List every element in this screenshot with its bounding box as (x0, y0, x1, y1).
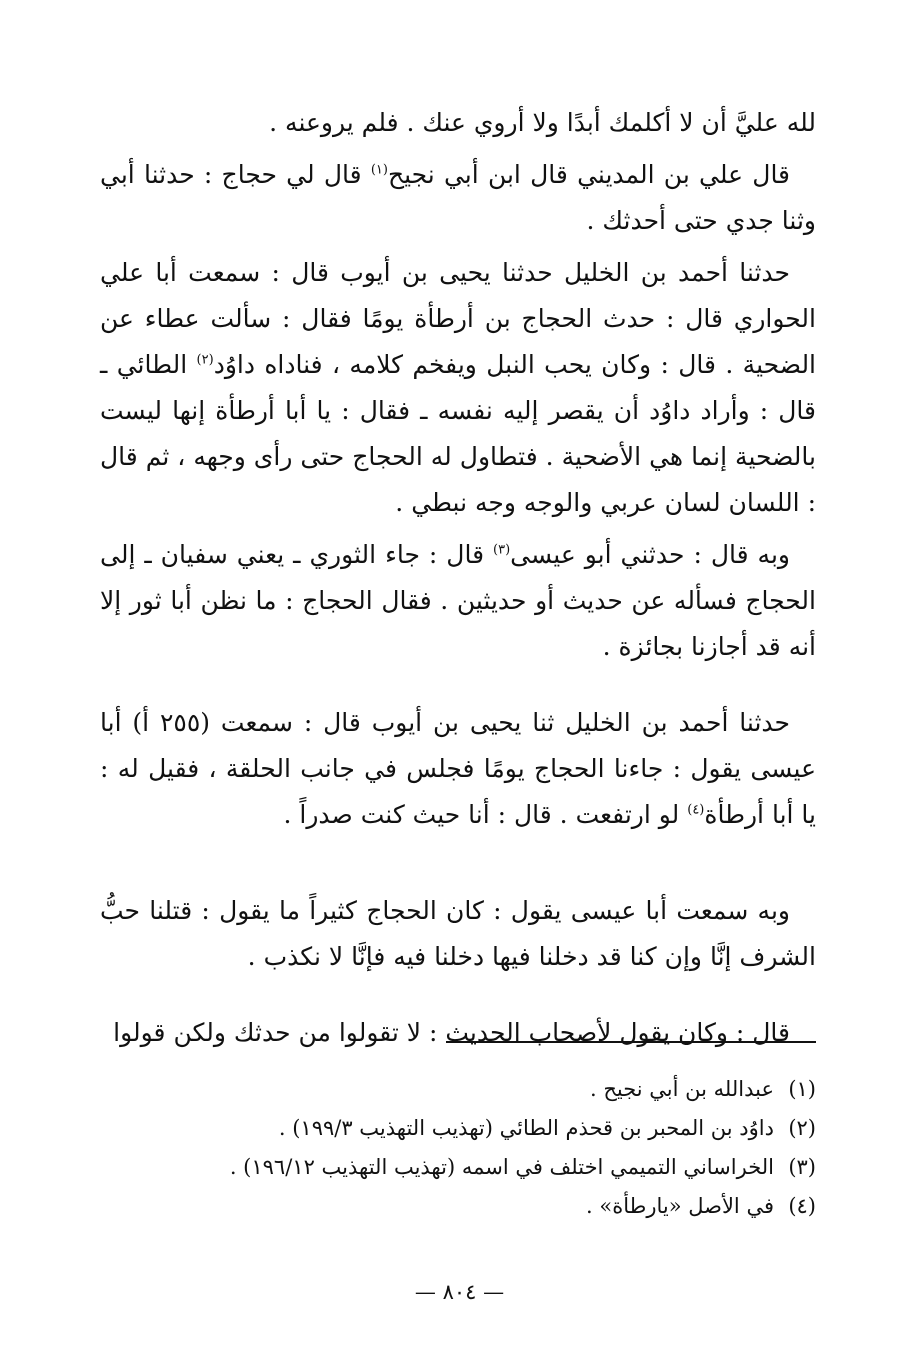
footnote-number: (٢) (788, 1116, 816, 1140)
footnote-separator (446, 1041, 816, 1043)
paragraph-7 (100, 1010, 816, 1056)
footnote-text: في الأصل «يارطأة» . (586, 1194, 774, 1218)
footnote-2 (100, 1109, 816, 1148)
footnote-reference: (٤) (687, 802, 705, 818)
footnote-reference: (٢) (196, 352, 214, 368)
paragraph-text: قال علي بن المديني قال ابن أبي نجيح (387, 160, 791, 189)
footnote-4 (100, 1187, 816, 1226)
paragraph-text: حدثنا أحمد بن الخليل حدثنا يحيى بن أيوب قال : سمعت أبا علي الحواري قال : حدث الحجاج بن أرطأة يومًا فقال : سألت عطاء عن الضحية . قال : وكان يحب النبل ويفخم كلامه ، فناداه داوُد (100, 258, 817, 379)
footnotes (100, 1070, 816, 1226)
paragraph-1 (100, 100, 816, 146)
footnote-number: (٣) (788, 1155, 816, 1179)
paragraph-text: لله عليَّ أن لا أكلمك أبدًا ولا أروي عنك . فلم يروعنه . (269, 108, 816, 137)
paragraph-text-cont: قال : جاء الثوري ـ يعني سفيان ـ إلى الحجاج فسأله عن حديث أو حديثين . فقال الحجاج : ما نظن أبا ثور إلا أنه قد أجازنا بجائزة . (100, 540, 816, 661)
footnote-1 (100, 1070, 816, 1109)
paragraph-6 (100, 888, 816, 980)
paragraph-text: قال : وكان يقول لأصحاب الحديث : لا تقولوا من حدثك ولكن قولوا (113, 1018, 790, 1047)
paragraph-text: وبه قال : حدثني أبو عيسى (510, 540, 790, 569)
page-number: — ٨٠٤ — (414, 1280, 505, 1304)
footnote-text: عبدالله بن أبي نجيح . (589, 1077, 774, 1101)
paragraph-4 (100, 532, 816, 670)
footnote-reference: (١) (370, 162, 388, 178)
paragraph-2 (100, 152, 816, 244)
paragraph-text-cont: لو ارتفعت . قال : أنا حيث كنت صدراً . (283, 800, 688, 829)
paragraph-5 (100, 700, 816, 838)
paragraph-text: حدثنا أحمد بن الخليل ثنا يحيى بن أيوب قال : سمعت (٢٥٥ أ) أبا عيسى يقول : جاءنا الحجاج يومًا فجلس في جانب الحلقة ، فقيل له : يا أبا أرطأة (100, 708, 816, 829)
footnote-3 (100, 1148, 816, 1187)
footnote-text: داوُد بن المحبر بن قحذم الطائي (تهذيب التهذيب ١٩٩/٣) . (278, 1116, 774, 1140)
footnote-reference: (٣) (493, 542, 511, 558)
paragraph-3 (100, 250, 816, 526)
footnote-text: الخراساني التميمي اختلف في اسمه (تهذيب التهذيب ١٩٦/١٢) . (229, 1155, 774, 1179)
paragraph-text-cont: الطائي ـ قال : وأراد داوُد أن يقصر إليه نفسه ـ فقال : يا أبا أرطأة إنها ليست بالضحية إنما هي الأضحية . فتطاول له الحجاج حتى رأى وجهه ، ثم قال : اللسان لسان عربي والوجه وجه نبطي . (100, 350, 816, 517)
paragraph-text-cont: قال لي حجاج : حدثنا أبي وثنا جدي حتى أحدثك . (100, 160, 816, 235)
footnote-number: (٤) (788, 1194, 816, 1218)
footnote-number: (١) (788, 1077, 816, 1101)
main-text (100, 100, 816, 1062)
paragraph-text: وبه سمعت أبا عيسى يقول : كان الحجاج كثيراً ما يقول : قتلنا حبُّ الشرف إنَّا وإن كنا قد دخلنا فيها دخلنا فيه فإنَّا لا نكذب . (100, 896, 816, 971)
